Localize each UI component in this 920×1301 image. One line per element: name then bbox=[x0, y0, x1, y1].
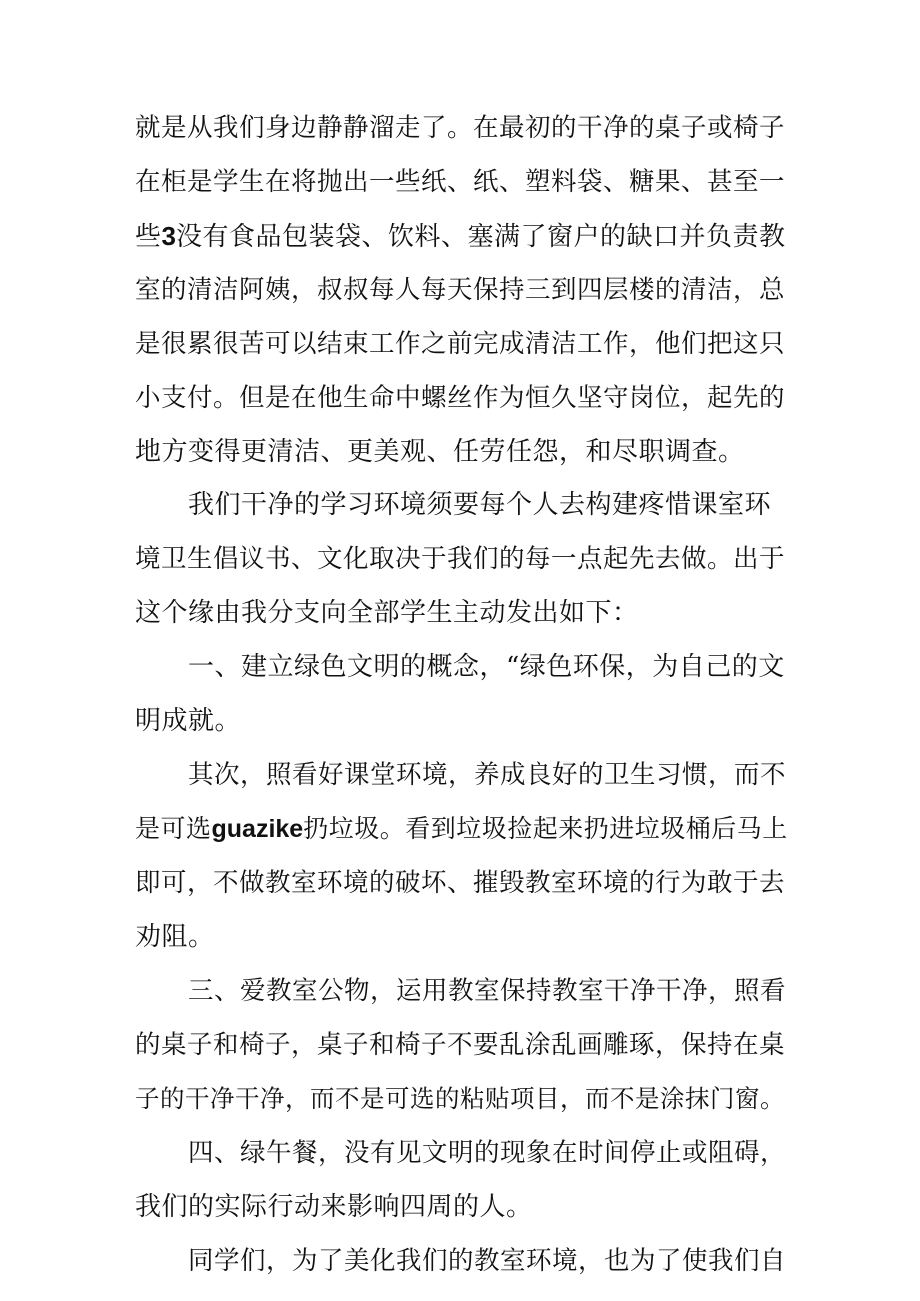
text-line-15: 即可，不做教室环境的破坏、摧毁教室环境的行为敢于去 bbox=[135, 868, 786, 898]
text-line-1: 就是从我们身边静静溜走了。在最初的干净的桌子或椅子 bbox=[135, 113, 786, 143]
text-line-13: 其次，照看好课堂环境，养成良好的卫生习惯，而不 bbox=[188, 760, 787, 790]
text-line-7: 地方变得更清洁、更美观、任劳任怨，和尽职调查。 bbox=[135, 437, 745, 467]
text-line-3-end: 没有食品包装袋、饮料、塞满了窗户的缺口并负责教 bbox=[175, 222, 786, 252]
text-line-14-end: 扔垃圾。看到垃圾捡起来扔进垃圾桶后马上 bbox=[303, 814, 788, 843]
text-line-4: 室的清洁阿姨，叔叔每人每天保持三到四层楼的清洁，总 bbox=[135, 275, 786, 305]
text-line-6: 小支付。但是在他生命中螺丝作为恒久坚守岗位，起先的 bbox=[135, 383, 786, 413]
text-line-5: 是很累很苦可以结束工作之前完成清洁工作，他们把这只 bbox=[135, 329, 786, 359]
text-line-11: 一、建立绿色文明的概念，“绿色环保，为自己的文 bbox=[188, 652, 785, 682]
text-line-12: 明成就。 bbox=[135, 706, 242, 736]
text-line-14-start: 是可选 bbox=[135, 814, 212, 843]
text-line-18: 的桌子和椅子，桌子和椅子不要乱涂乱画雕琢，保持在桌 bbox=[135, 1030, 786, 1060]
text-line-14 bbox=[135, 812, 788, 846]
text-line-3-start: 些 bbox=[135, 222, 162, 252]
text-line-3 bbox=[135, 219, 786, 254]
text-line-21: 我们的实际行动来影响四周的人。 bbox=[135, 1192, 533, 1222]
text-line-9: 境卫生倡议书、文化取决于我们的每一点起先去做。出于 bbox=[135, 544, 786, 574]
text-line-17: 三、爱教室公物，运用教室保持教室干净干净，照看 bbox=[188, 976, 787, 1006]
text-line-3-latin: 3 bbox=[161, 221, 176, 251]
text-line-10: 这个缘由我分支向全部学生主动发出如下： bbox=[135, 598, 639, 628]
text-line-8: 我们干净的学习环境须要每个人去构建疼惜课室环 bbox=[188, 490, 772, 520]
text-line-20: 四、绿午餐，没有见文明的现象在时间停止或阻碍， bbox=[188, 1138, 787, 1168]
text-line-19: 子的干净干净，而不是可选的粘贴项目，而不是涂抹门窗。 bbox=[135, 1084, 785, 1113]
text-line-22: 同学们，为了美化我们的教室环境，也为了使我们自 bbox=[188, 1246, 787, 1276]
text-line-14-latin: guazike bbox=[211, 815, 304, 843]
text-line-2: 在柜是学生在将抛出一些纸、纸、塑料袋、糖果、甚至一 bbox=[135, 167, 786, 197]
text-line-16: 劝阻。 bbox=[135, 922, 215, 952]
